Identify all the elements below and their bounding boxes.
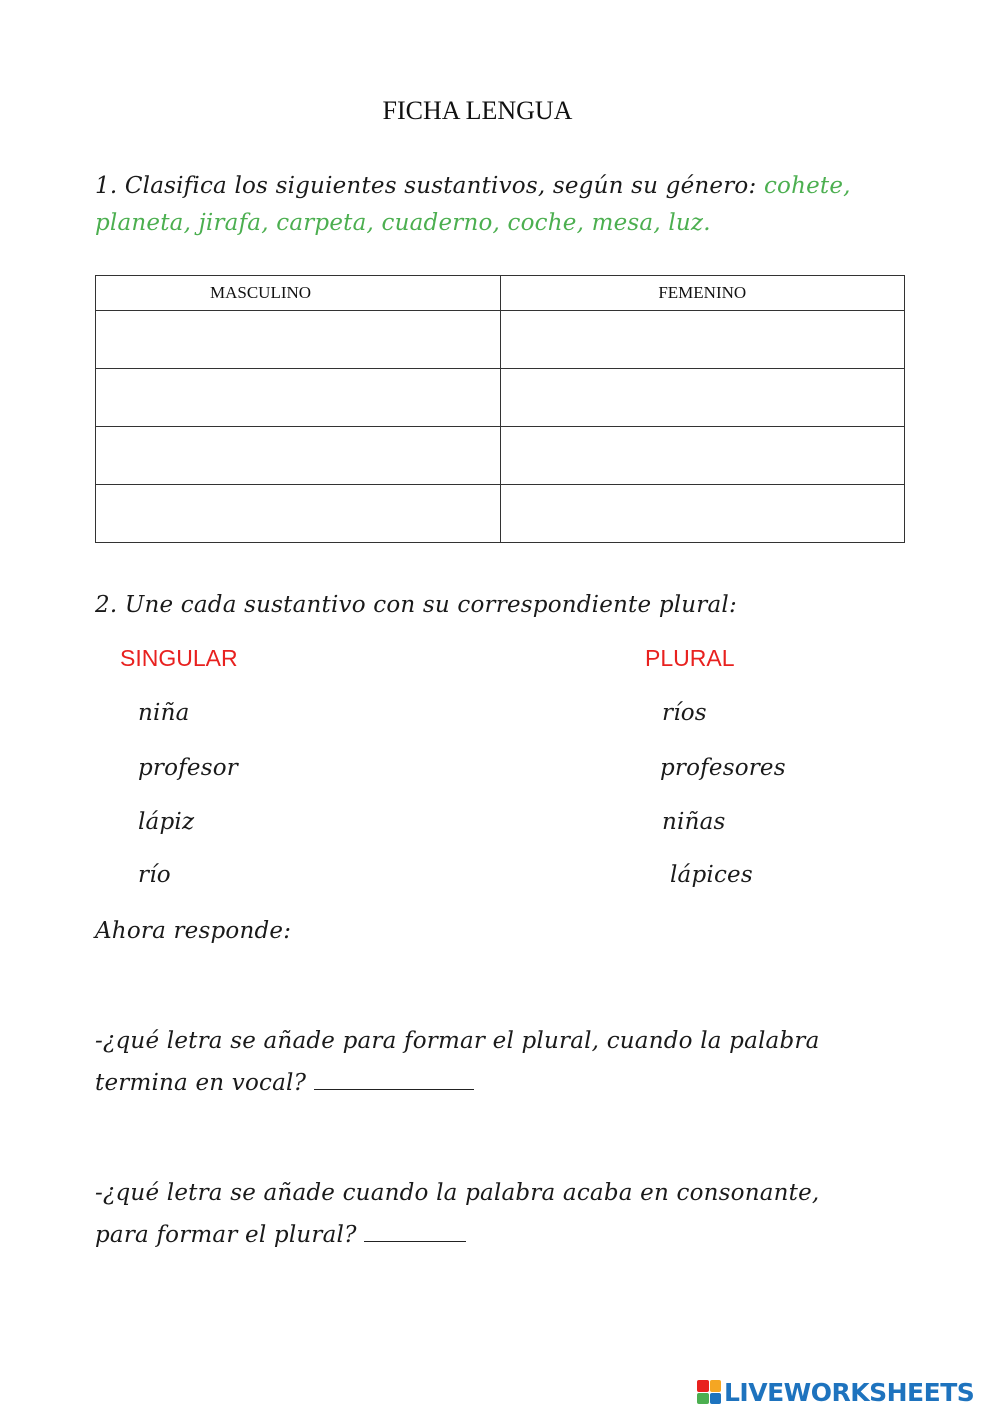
singular-word[interactable]: profesor <box>138 755 238 781</box>
liveworksheets-logo <box>697 1378 974 1406</box>
masculine-header: MASCULINO <box>96 276 501 311</box>
feminine-cell[interactable] <box>500 311 905 369</box>
plural-word[interactable]: lápices <box>670 862 753 888</box>
gender-table <box>95 275 905 543</box>
question-consonant-plural <box>95 1172 895 1256</box>
masculine-cell[interactable] <box>96 311 501 369</box>
question-line <box>95 1062 895 1104</box>
table-row <box>96 311 905 369</box>
table-row <box>96 369 905 427</box>
singular-heading: SINGULAR <box>120 645 238 671</box>
plural-word[interactable]: ríos <box>662 700 707 726</box>
singular-word[interactable]: niña <box>138 700 190 726</box>
question-1-prompt: 1. Clasifica los siguientes sustantivos, según su género: <box>95 173 764 199</box>
masculine-cell[interactable] <box>96 427 501 485</box>
logo-text: LIVEWORKSHEETS <box>724 1377 975 1407</box>
question-2-prompt: 2. Une cada sustantivo con su correspondiente plural: <box>95 592 737 618</box>
question-line <box>95 1214 895 1256</box>
feminine-cell[interactable] <box>500 369 905 427</box>
table-row <box>96 485 905 543</box>
question-line-end: para formar el plural? <box>95 1222 357 1248</box>
feminine-cell[interactable] <box>500 485 905 543</box>
plural-word[interactable]: niñas <box>662 809 726 835</box>
question-line: -¿qué letra se añade para formar el plural, cuando la palabra <box>95 1028 820 1054</box>
plural-heading: PLURAL <box>645 645 735 671</box>
answer-intro: Ahora responde: <box>95 918 292 944</box>
question-line: -¿qué letra se añade cuando la palabra acaba en consonante, <box>95 1180 820 1206</box>
answer-blank[interactable] <box>314 1067 474 1090</box>
singular-word[interactable]: río <box>138 862 171 888</box>
answer-blank[interactable] <box>364 1219 466 1242</box>
feminine-cell[interactable] <box>500 427 905 485</box>
question-1-word-list: cohete, planeta, jirafa, carpeta, cuaderno, coche, mesa, luz. <box>95 173 851 236</box>
masculine-cell[interactable] <box>96 369 501 427</box>
worksheet-title: FICHA LENGUA <box>382 96 573 125</box>
question-vowel-plural <box>95 1020 895 1104</box>
question-1 <box>95 168 885 242</box>
logo-mark <box>697 1380 721 1404</box>
feminine-header: FEMENINO <box>500 276 905 311</box>
masculine-cell[interactable] <box>96 485 501 543</box>
singular-word[interactable]: lápiz <box>138 809 195 835</box>
question-line-end: termina en vocal? <box>95 1070 307 1096</box>
table-row <box>96 427 905 485</box>
plural-word[interactable]: profesores <box>660 755 786 781</box>
